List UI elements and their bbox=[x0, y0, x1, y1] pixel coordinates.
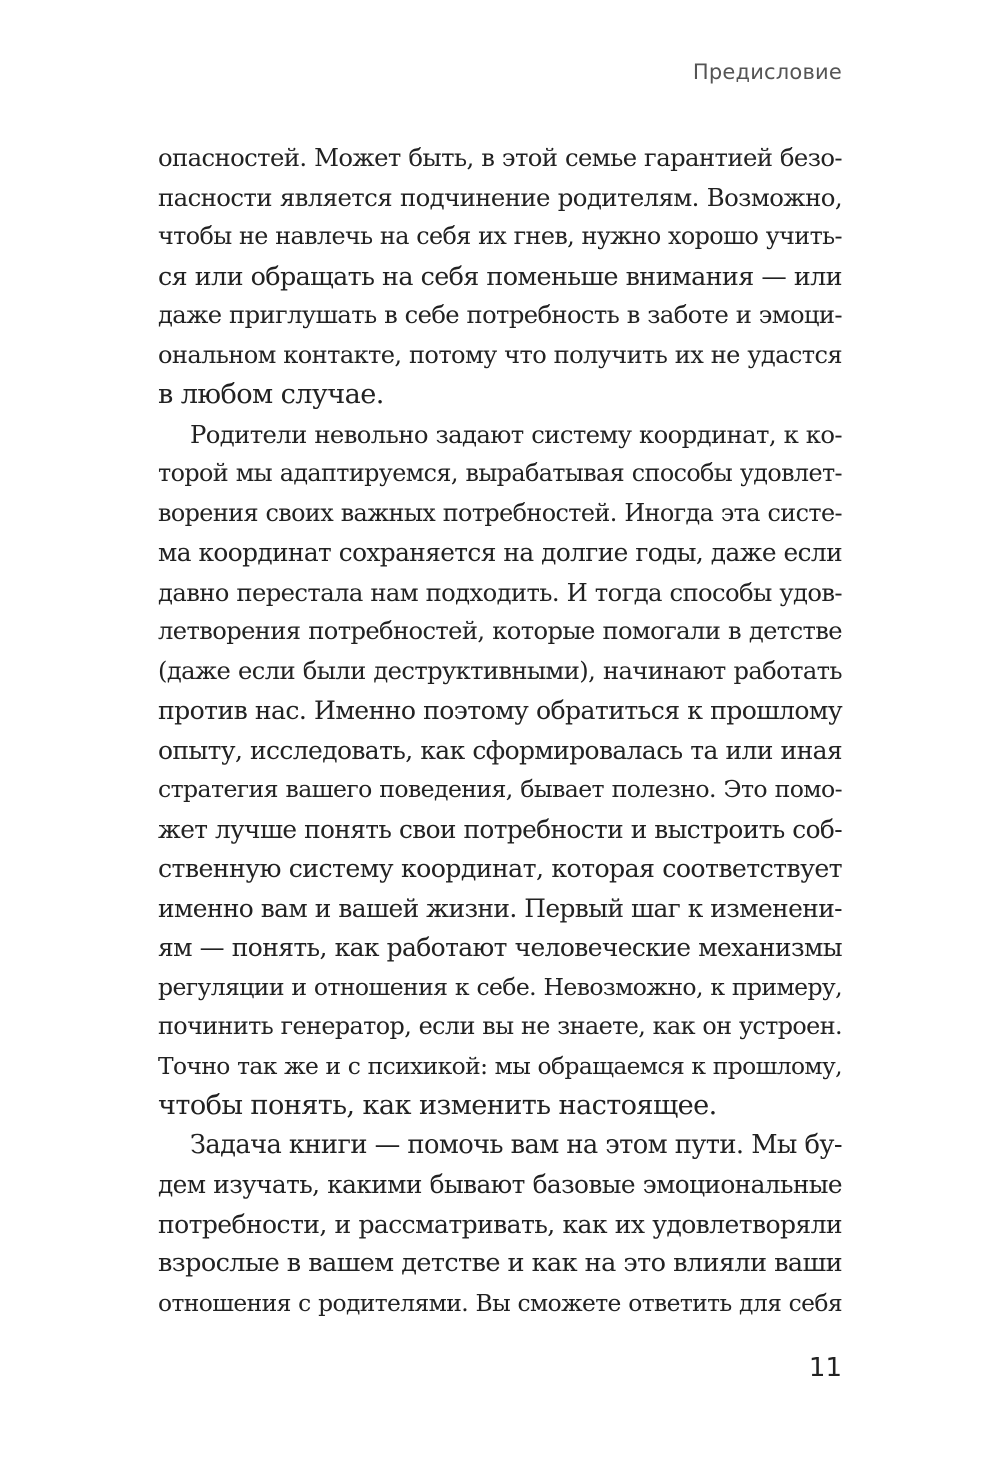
text-line: чтобы не навлечь на себя их гнев, нужно хорошо учить- bbox=[158, 222, 842, 250]
text-line: против нас. Именно поэтому обратиться к прошлому bbox=[158, 696, 842, 725]
text-line: именно вам и вашей жизни. Первый шаг к изменени- bbox=[158, 893, 842, 923]
text-line: торой мы адаптируемся, вырабатывая способы удовлет- bbox=[158, 459, 842, 487]
text-line: (даже если были деструктивными), начинают работать bbox=[158, 656, 842, 685]
text-line: ма координат сохраняется на долгие годы, даже если bbox=[158, 538, 842, 567]
text-line: Точно так же и с психикой: мы обращаемся к прошлому, bbox=[158, 1051, 842, 1080]
text-line: ям — понять, как работают человеческие механизмы bbox=[158, 933, 842, 962]
text-line: регуляции и отношения к себе. Невозможно, к примеру, bbox=[158, 972, 842, 1001]
text-line: Задача книги — помочь вам на этом пути. Мы бу- bbox=[190, 1129, 842, 1160]
text-line: отношения с родителями. Вы сможете ответить для себя bbox=[158, 1288, 842, 1317]
text-line: Родители невольно задают систему координат, к ко- bbox=[190, 419, 842, 449]
text-line: жет лучше понять свои потребности и выстроить соб- bbox=[158, 814, 842, 844]
text-line: взрослые в вашем детстве и как на это влияли ваши bbox=[158, 1248, 842, 1278]
text-line: ворения своих важных потребностей. Иногда эта систе- bbox=[158, 498, 842, 527]
text-line: летворения потребностей, которые помогали в детстве bbox=[158, 617, 842, 645]
text-line: в любом случае. bbox=[158, 379, 384, 410]
page-number: 11 bbox=[808, 1353, 842, 1383]
text-line: потребности, и рассматривать, как их удовлетворяли bbox=[158, 1209, 842, 1239]
text-line: стратегия вашего поведения, бывает полезно. Это помо- bbox=[158, 775, 842, 803]
text-line: ся или обращать на себя поменьше внимания — или bbox=[158, 260, 842, 291]
body-text bbox=[158, 138, 842, 1323]
text-line: даже приглушать в себе потребность в заботе и эмоци- bbox=[158, 301, 842, 329]
text-line: опасностей. Может быть, в этой семье гарантией безо- bbox=[158, 143, 842, 172]
text-line: пасности является подчинение родителям. Возможно, bbox=[158, 182, 842, 212]
text-line: ственную систему координат, которая соответствует bbox=[158, 854, 842, 883]
text-line: починить генератор, если вы не знаете, как он устроен. bbox=[158, 1012, 842, 1040]
running-head: Предисловие bbox=[692, 60, 842, 84]
text-line: дем изучать, какими бывают базовые эмоциональные bbox=[158, 1170, 842, 1199]
text-line: опыту, исследовать, как сформировалась та или иная bbox=[158, 735, 842, 765]
text-line: ональном контакте, потому что получить их не удастся bbox=[158, 340, 842, 369]
text-line: чтобы понять, как изменить настоящее. bbox=[158, 1090, 717, 1121]
text-line: давно перестала нам подходить. И тогда способы удов- bbox=[158, 577, 842, 607]
